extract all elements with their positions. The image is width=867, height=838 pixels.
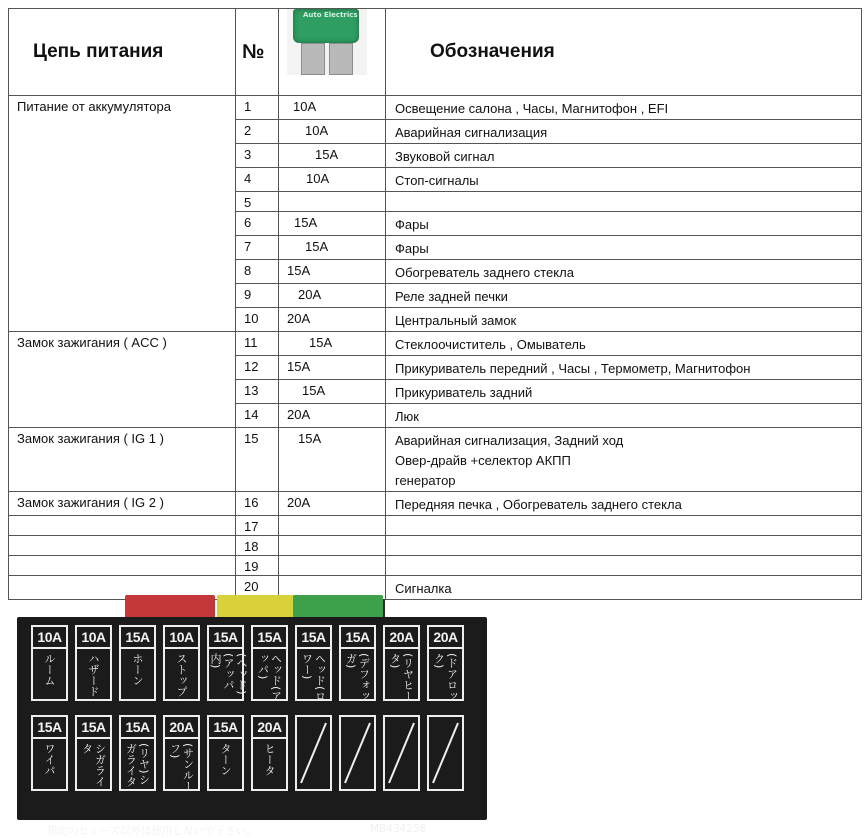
amperage-cell: 15A	[279, 212, 386, 236]
fuse-number-cell: 7	[236, 236, 279, 260]
table-row	[9, 556, 862, 576]
fuse-box-panel	[17, 617, 487, 837]
description-cell	[386, 120, 862, 144]
fuse-slot	[339, 715, 376, 791]
fuse-slot-label: ホーン	[131, 653, 144, 686]
fuse-slot-amperage: 15A	[77, 717, 110, 739]
amperage-cell	[279, 536, 386, 556]
fuse-slot-label: ヒータ	[263, 743, 276, 776]
fuse-slot-amperage: 15A	[121, 627, 154, 649]
fuse-brand-text: Auto Electrics	[303, 11, 358, 19]
amperage-cell: 20A	[279, 308, 386, 332]
amperage-cell: 10A	[279, 96, 386, 120]
fuse-slot-label: (サンルーフ)	[168, 743, 195, 792]
fuse-slot	[295, 715, 332, 791]
table-row	[9, 96, 862, 120]
amperage-cell: 15A	[279, 144, 386, 168]
description-cell	[386, 380, 862, 404]
fuse-slot	[339, 625, 376, 701]
fuse-number-cell: 5	[236, 192, 279, 212]
fuse-number-cell: 11	[236, 332, 279, 356]
description-cell	[386, 260, 862, 284]
fuse-number-cell: 1	[236, 96, 279, 120]
amperage-cell: 20A	[279, 284, 386, 308]
description-cell	[386, 404, 862, 428]
amperage-cell: 15A	[279, 356, 386, 380]
table-row	[9, 516, 862, 536]
fuse-slot-label: ヘッド(ロワー)	[300, 653, 327, 702]
description-cell	[386, 556, 862, 576]
amperage-cell: 10A	[279, 120, 386, 144]
description-cell	[386, 308, 862, 332]
description-line: Фары	[395, 217, 429, 232]
amperage-cell	[279, 556, 386, 576]
circuit-cell: Замок зажигания ( IG 1 )	[9, 428, 236, 492]
fuse-number-cell: 2	[236, 120, 279, 144]
fuse-slot-label: (デフォッガ)	[344, 653, 371, 702]
fuse-slot-amperage: 15A	[341, 627, 374, 649]
table-row	[9, 428, 862, 492]
description-line: Центральный замок	[395, 313, 517, 328]
fuse-slot-label: ルーム	[43, 653, 56, 686]
description-cell	[386, 192, 862, 212]
fuse-slot-amperage: 20A	[385, 627, 418, 649]
fuse-number-cell: 6	[236, 212, 279, 236]
description-line: Освещение салона , Часы, Магнитофон , EFI	[395, 101, 669, 116]
circuit-cell	[9, 556, 236, 576]
fuse-slot-amperage: 15A	[209, 717, 242, 739]
empty-slot-slash-icon	[341, 717, 374, 789]
fuse-slot-amperage: 15A	[297, 627, 330, 649]
fuse-number-cell: 12	[236, 356, 279, 380]
fuse-slot	[207, 625, 248, 701]
fuse-slot-label: ストップ	[175, 653, 188, 697]
fuse-number-cell: 4	[236, 168, 279, 192]
fuse-slot-amperage: 15A	[33, 717, 66, 739]
table-row	[9, 492, 862, 516]
fuse-slot	[119, 625, 156, 701]
fuse-slot-amperage: 15A	[209, 627, 242, 649]
fuse-slot	[163, 625, 200, 701]
amperage-cell	[279, 516, 386, 536]
empty-slot-slash-icon	[385, 717, 418, 789]
circuit-cell: Замок зажигания ( IG 2 )	[9, 492, 236, 516]
description-cell	[386, 332, 862, 356]
fuse-slot-amperage: 10A	[165, 627, 198, 649]
amperage-cell: 15A	[279, 236, 386, 260]
fuse-slot	[31, 715, 68, 791]
table-body	[9, 96, 862, 600]
description-cell	[386, 356, 862, 380]
circuit-cell: Питание от аккумулятора	[9, 96, 236, 332]
fuse-number-cell: 13	[236, 380, 279, 404]
fuse-slot-label: (ドアロック)	[432, 653, 459, 702]
fuse-number-cell: 10	[236, 308, 279, 332]
fuse-slot-label: (リヤヒータ)	[388, 653, 415, 702]
description-line: Овер-драйв +селектор АКПП	[395, 453, 571, 468]
table-row	[9, 332, 862, 356]
description-line: Прикуриватель передний , Часы , Термометр, Магнитофон	[395, 361, 751, 376]
fuse-box-part-number: MB434256	[370, 823, 427, 835]
description-line: Стеклоочиститель , Омыватель	[395, 337, 586, 352]
circuit-cell: Замок зажигания ( ACC )	[9, 332, 236, 428]
fuse-number-cell: 19	[236, 556, 279, 576]
fuse-number-cell: 3	[236, 144, 279, 168]
description-line: генератор	[395, 473, 456, 488]
fuse-number-cell: 18	[236, 536, 279, 556]
description-line: Реле задней печки	[395, 289, 508, 304]
amperage-cell: 10A	[279, 168, 386, 192]
fuse-number-cell: 17	[236, 516, 279, 536]
fuse-number-cell: 9	[236, 284, 279, 308]
fuse-table	[8, 8, 862, 600]
fuse-slot	[207, 715, 244, 791]
description-cell	[386, 428, 862, 492]
description-line: Прикуриватель задний	[395, 385, 533, 400]
fuse-slot	[251, 715, 288, 791]
amperage-cell: 15A	[279, 428, 386, 492]
circuit-cell	[9, 536, 236, 556]
fuse-slot-label: (ヘッド)(アッパ内)	[209, 653, 248, 695]
description-line: Сигналка	[395, 581, 452, 596]
description-cell	[386, 516, 862, 536]
fuse-number-cell: 16	[236, 492, 279, 516]
description-cell	[386, 492, 862, 516]
description-line: Аварийная сигнализация, Задний ход	[395, 433, 624, 448]
description-cell	[386, 236, 862, 260]
fuse-slot-amperage: 15A	[253, 627, 286, 649]
amperage-cell: 20A	[279, 492, 386, 516]
fuse-slot	[427, 625, 464, 701]
header-description: Обозначения	[386, 9, 862, 96]
header-number: №	[236, 9, 279, 96]
amperage-cell: 15A	[279, 380, 386, 404]
fuse-slot-label: (リヤ)シガライタ	[124, 743, 151, 787]
fuse-slot	[383, 625, 420, 701]
description-cell	[386, 284, 862, 308]
description-cell	[386, 168, 862, 192]
description-line: Обогреватель заднего стекла	[395, 265, 574, 280]
fuse-slot	[295, 625, 332, 701]
fuse-box-photo	[17, 595, 487, 837]
fuse-number-cell: 8	[236, 260, 279, 284]
description-line: Аварийная сигнализация	[395, 125, 548, 140]
fuse-box-warning-text: 指定のヒューズ以外は使用しないで下さい。	[47, 825, 257, 837]
fuse-slot-label: ワイパ	[43, 743, 56, 776]
table-row	[9, 536, 862, 556]
fuse-number-cell: 20	[236, 576, 279, 600]
empty-slot-slash-icon	[429, 717, 462, 789]
description-line: Звуковой сигнал	[395, 149, 495, 164]
description-line: Фары	[395, 241, 429, 256]
description-cell	[386, 536, 862, 556]
fuse-slot-amperage: 10A	[33, 627, 66, 649]
circuit-cell	[9, 516, 236, 536]
fuse-slot-label: シガライタ	[80, 743, 107, 787]
fuse-slot	[119, 715, 156, 791]
fuse-slot-label: ヘッド(アッパ)	[256, 653, 283, 702]
fuse-slot	[31, 625, 68, 701]
fuse-slot-amperage: 20A	[253, 717, 286, 739]
fuse-slot	[75, 625, 112, 701]
fuse-slot-amperage: 20A	[429, 627, 462, 649]
amperage-cell: 15A	[279, 332, 386, 356]
fuse-slot-label: ハザード	[87, 653, 100, 697]
description-line: Стоп-сигналы	[395, 173, 479, 188]
fuse-slot	[251, 625, 288, 701]
amperage-cell: 15A	[279, 260, 386, 284]
fuse-slot	[427, 715, 464, 791]
blade-fuse-icon	[287, 9, 367, 75]
fuse-slot	[383, 715, 420, 791]
fuse-number-cell: 14	[236, 404, 279, 428]
description-line: Передняя печка , Обогреватель заднего стекла	[395, 497, 682, 512]
amperage-cell	[279, 192, 386, 212]
description-cell	[386, 144, 862, 168]
fuse-slot	[75, 715, 112, 791]
header-fuse-image	[279, 9, 386, 96]
header-circuit: Цепь питания	[9, 9, 236, 96]
fuse-slot-label: ターン	[219, 743, 232, 776]
fuse-slot-amperage: 10A	[77, 627, 110, 649]
fuse-slot	[163, 715, 200, 791]
description-cell	[386, 212, 862, 236]
table-header-row	[9, 9, 862, 96]
fuse-slot-amperage: 20A	[165, 717, 198, 739]
fuse-number-cell: 15	[236, 428, 279, 492]
description-line: Люк	[395, 409, 419, 424]
fuse-slot-amperage: 15A	[121, 717, 154, 739]
amperage-cell: 20A	[279, 404, 386, 428]
empty-slot-slash-icon	[297, 717, 330, 789]
description-cell	[386, 96, 862, 120]
